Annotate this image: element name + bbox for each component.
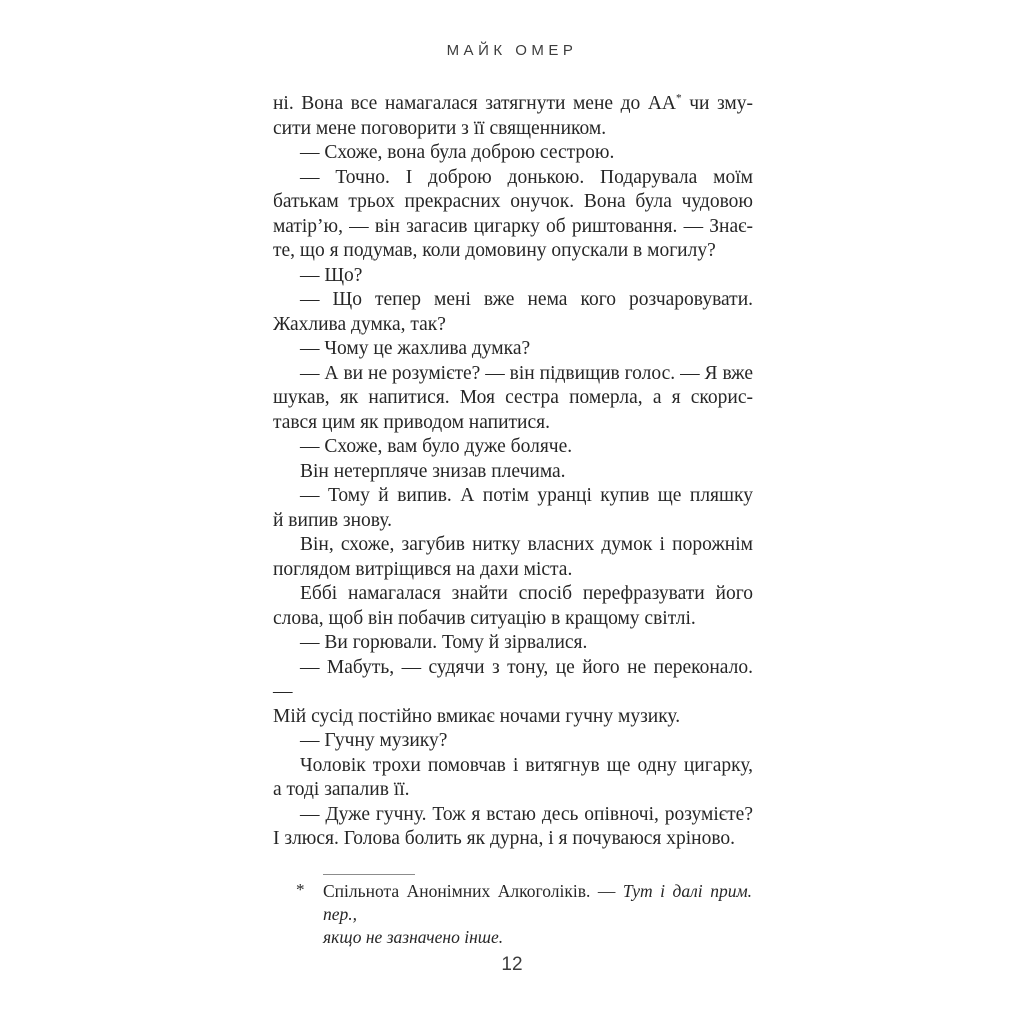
body-line: Еббі намагалася знайти спосіб перефразувати його xyxy=(300,583,753,604)
body-line: й випив знову. xyxy=(273,509,393,531)
body-line: І злюся. Голова болить як дурна, і я почуваюся хріново. xyxy=(273,828,736,849)
footnote-regular-text: Спільнота Анонімних Алкоголіків. — xyxy=(323,881,623,901)
body-line: Він, схоже, загубив нитку власних думок і порожнім xyxy=(300,534,753,555)
body-line: ні. Вона все намагалася затягнути мене до АА* чи зму- xyxy=(273,92,753,114)
body-line: — Що тепер мені вже нема кого розчаровувати. xyxy=(300,289,753,310)
body-line: Жахлива думка, так? xyxy=(273,313,446,335)
body-line: — Чому це жахлива думка? xyxy=(300,338,531,359)
body-line: Мій сусід постійно вмикає ночами гучну музику. xyxy=(273,705,681,727)
running-header-author: МАЙК ОМЕР xyxy=(446,42,578,59)
body-line: Чоловік трохи помовчав і витягнув ще одну цигарку, xyxy=(300,754,753,776)
body-line: матір’ю, — він загасив цигарку об риштовання. — Знає- xyxy=(273,215,753,237)
body-line: — Схоже, вона була доброю сестрою. xyxy=(300,142,615,163)
body-line: сити мене поговорити з її священником. xyxy=(273,117,607,139)
footnote-italic-text: якщо не зазначено інше. xyxy=(323,927,504,947)
footnote-line xyxy=(323,880,752,926)
body-text-block xyxy=(273,92,753,852)
body-line: — Мабуть, — судячи з тону, це його не переконало. — xyxy=(273,656,753,702)
footnote-text-block xyxy=(323,880,752,949)
footnote-divider xyxy=(323,874,415,875)
body-line: а тоді запалив її. xyxy=(273,779,410,800)
footnote-italic-text: Тут і далі прим. пер., xyxy=(323,881,752,924)
body-line: тався цим як приводом напитися. xyxy=(273,411,550,433)
body-line: — А ви не розумієте? — він підвищив голос. — Я вже xyxy=(300,362,753,384)
body-line: поглядом витріщився на дахи міста. xyxy=(273,558,573,580)
body-line: те, що я подумав, коли домовину опускали в могилу? xyxy=(273,240,716,261)
footnote-marker: * xyxy=(296,880,305,899)
body-line: — Схоже, вам було дуже боляче. xyxy=(300,436,573,457)
body-line: шукав, як напитися. Моя сестра померла, а я скорис- xyxy=(273,387,753,408)
body-line: слова, щоб він побачив ситуацію в кращому світлі. xyxy=(273,607,696,629)
body-line: — Точно. І доброю донькою. Подарувала моїм xyxy=(300,166,753,188)
body-line: — Ви горювали. Тому й зірвалися. xyxy=(300,632,588,653)
body-line: — Що? xyxy=(300,264,363,286)
footnote-line xyxy=(323,926,752,949)
body-line: — Тому й випив. А потім уранці купив ще пляшку xyxy=(300,485,753,506)
body-line: батькам трьох прекрасних онучок. Вона була чудовою xyxy=(273,191,753,212)
page-number: 12 xyxy=(501,954,523,975)
footnote-ref-asterisk: * xyxy=(675,92,682,105)
body-line: — Гучну музику? xyxy=(300,730,448,751)
body-line: Він нетерпляче знизав плечима. xyxy=(300,460,566,482)
body-line: — Дуже гучну. Тож я встаю десь опівночі, розумієте? xyxy=(300,803,753,825)
